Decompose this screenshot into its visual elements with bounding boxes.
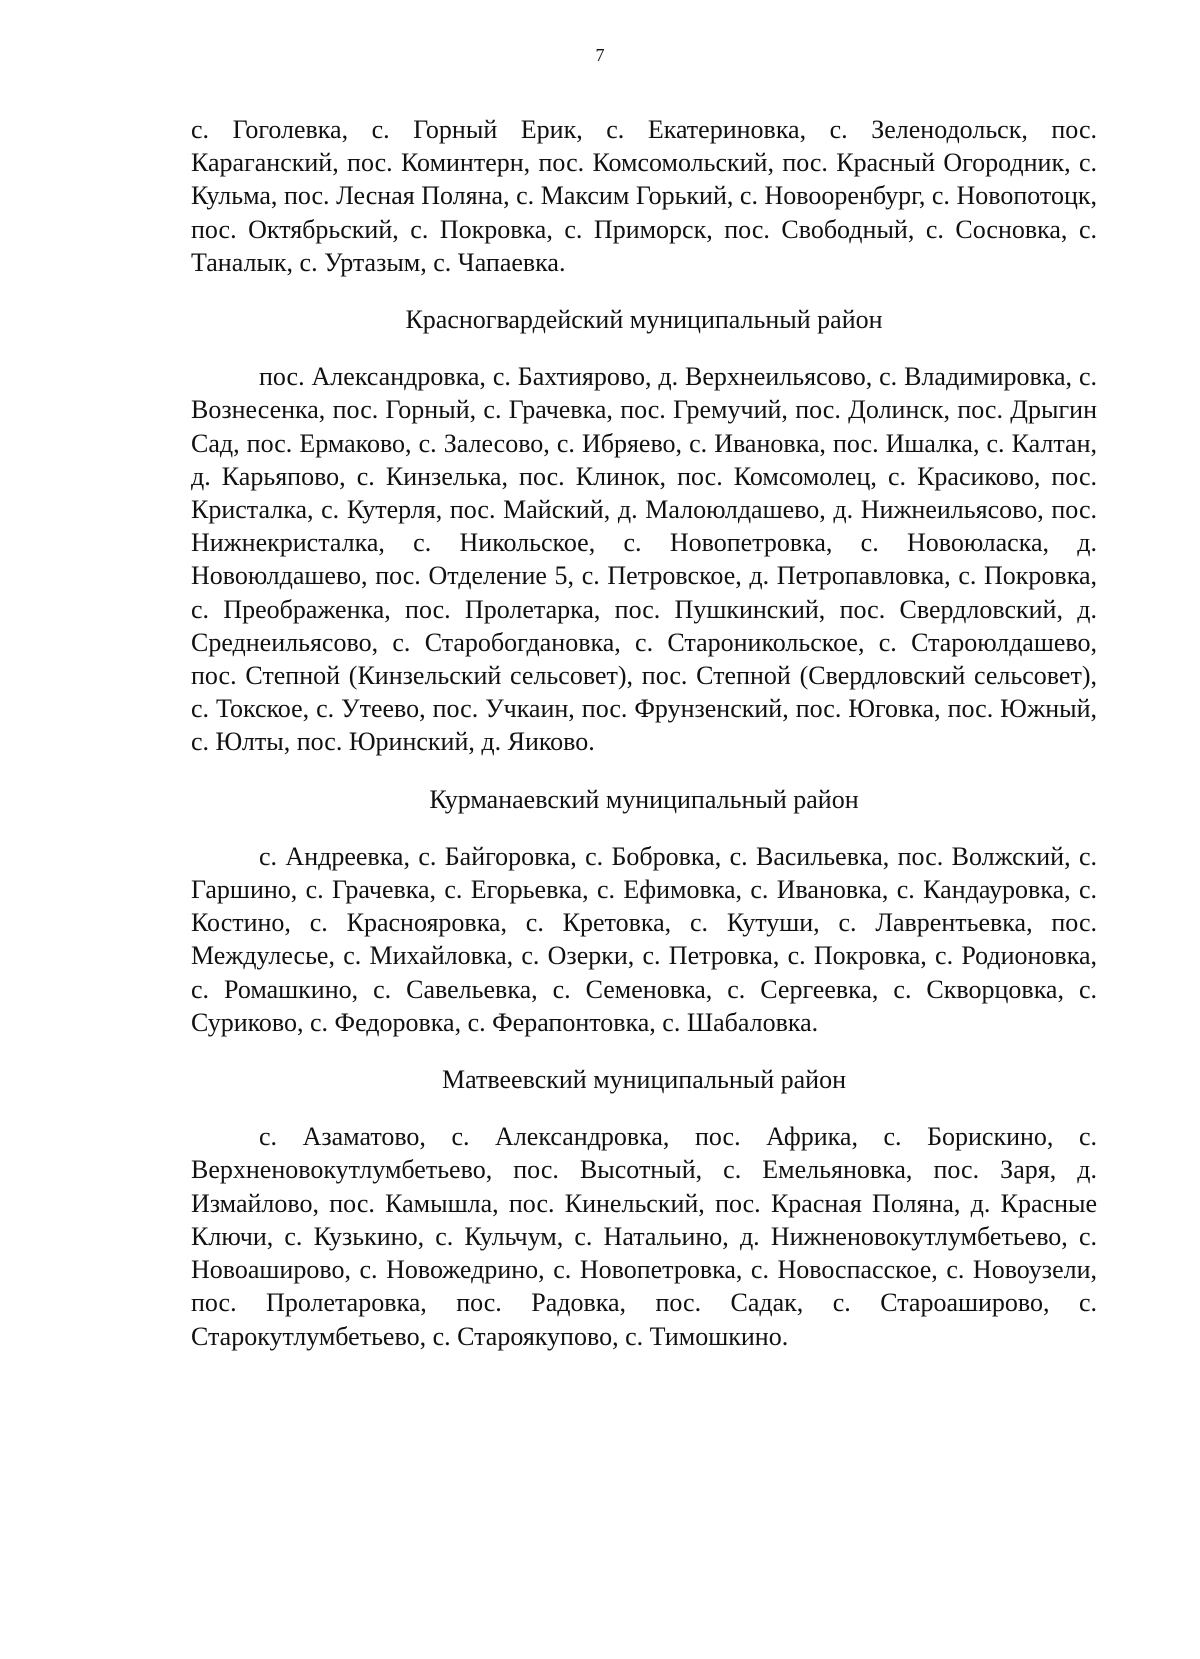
section-heading-kurmanaevsky: Курманаевский муниципальный район [429, 784, 859, 814]
section-text-kurmanaevsky: с. Андреевка, с. Байгоровка, с. Бобровка, с. Васильевка, пос. Волжский, с. Гаршино, с. Грачевка, с. Егорьевка, с. Ефимовка, с. Ивановка, с. Кандауровка, с. Костино, с. Краснояровка, с. Кретовка, с. Кутуши, с. Лаврентьевка, пос. Междулесье, с. Михайловка, с. Озерки, с. Петровка, с. Покровка, с. Родионовка, с. Ромашкино, с. Савельевка, с. Семеновка, с. Сергеевка, с. Скворцовка, с. Суриково, с. Федоровка, с. Ферапонтовка, с. Шабаловка. [191, 841, 1097, 1037]
section-text-krasnogvardeysky: пос. Александровка, с. Бахтиярово, д. Верхнеильясово, с. Владимировка, с. Вознесенка, пос. Горный, с. Грачевка, пос. Гремучий, пос. Долинск, пос. Дрыгин Сад, пос. Ермаково, с. Залесово, с. Ибряево, с. Ивановка, пос. Ишалка, с. Калтан, д. Карьяпово, с. Кинзелька, пос. Клинок, пос. Комсомолец, с. Красиково, пос. Кристалка, с. Кутерля, пос. Майский, д. Малоюлдашево, д. Нижнеильясово, пос. Нижнекристалка, с. Никольское, с. Новопетровка, с. Новоюласка, д. Новоюлдашево, пос. Отделение 5, с. Петровское, д. Петропавловка, с. Покровка, с. Преображенка, пос. Пролетарка, пос. Пушкинский, пос. Свердловский, д. Среднеильясово, с. Старобогдановка, с. Староникольское, с. Староюлдашево, пос. Степной (Кинзельский сельсовет), пос. Степной (Свердловский сельсовет), с. Токское, с. Утеево, пос. Учкаин, пос. Фрунзенский, пос. Юговка, пос. Южный, с. Юлты, пос. Юринский, д. Яиково. [191, 362, 1097, 757]
section-heading-matveevsky: Матвеевский муниципальный район [442, 1065, 846, 1095]
section-heading-krasnogvardeysky: Красногвардейский муниципальный район [405, 305, 883, 335]
document-body [191, 113, 1097, 1353]
page-number: 7 [595, 45, 605, 65]
section-text-matveevsky: с. Азаматово, с. Александровка, пос. Африка, с. Борискино, с. Верхненовокутлумбетьево, пос. Высотный, с. Емельяновка, пос. Заря, д. Измайлово, пос. Камышла, пос. Кинельский, пос. Красная Поляна, д. Красные Ключи, с. Кузькино, с. Кульчум, с. Натальино, д. Нижненовокутлумбетьево, с. Новоаширово, с. Новожедрино, с. Новопетровка, с. Новоспасское, с. Новоузели, пос. Пролетаровка, пос. Радовка, пос. Садак, с. Староаширово, с. Старокутлумбетьево, с. Староякупово, с. Тимошкино. [191, 1122, 1097, 1351]
intro-paragraph: с. Гоголевка, с. Горный Ерик, с. Екатериновка, с. Зеленодольск, пос. Караганский, пос. Коминтерн, пос. Комсомольский, пос. Красный Огородник, с. Кульма, пос. Лесная Поляна, с. Максим Горький, с. Новооренбург, с. Новопотоцк, пос. Октябрьский, с. Покровка, с. Приморск, пос. Свободный, с. Сосновка, с. Таналык, с. Уртазым, с. Чапаевка. [191, 115, 1097, 277]
